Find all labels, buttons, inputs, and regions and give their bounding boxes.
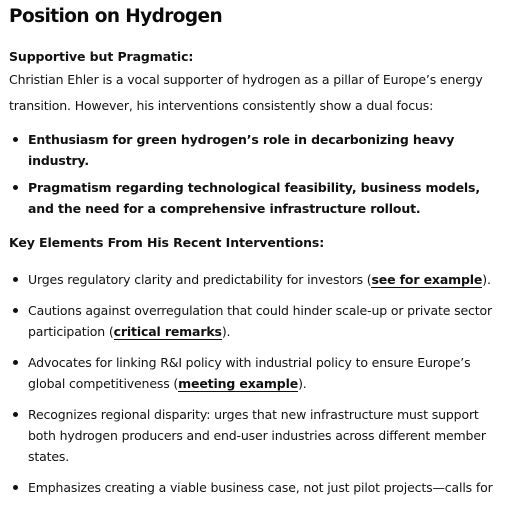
bullet-icon bbox=[13, 485, 18, 490]
intro-heading: Supportive but Pragmatic: bbox=[9, 49, 194, 64]
critical-remarks-link[interactable]: critical remarks bbox=[113, 324, 222, 339]
key-element-item bbox=[9, 300, 505, 342]
focus-list bbox=[9, 129, 505, 219]
item-text-end: ). bbox=[298, 376, 307, 391]
bullet-icon bbox=[13, 308, 18, 313]
focus-item-text: Enthusiasm for green hydrogen’s role in decarbonizing heavy industry. bbox=[28, 132, 455, 168]
item-text: Urges regulatory clarity and predictability for investors ( bbox=[28, 272, 372, 287]
focus-item bbox=[9, 129, 505, 171]
key-elements-heading: Key Elements From His Recent Interventions: bbox=[9, 235, 325, 250]
intro-paragraph: Christian Ehler is a vocal supporter of hydrogen as a pillar of Europe’s energy transition. However, his interventions consistently show a dual focus: bbox=[9, 72, 483, 113]
item-text: Recognizes regional disparity: urges that new infrastructure must support both hydrogen producers and end-user industries across different member states. bbox=[28, 407, 486, 464]
item-text: Emphasizes creating a viable business case, not just pilot projects—calls for bbox=[28, 480, 493, 495]
see-for-example-link[interactable]: see for example bbox=[371, 272, 483, 287]
item-text: Advocates for linking R&I policy with industrial policy to ensure Europe’s global competitiveness ( bbox=[28, 355, 471, 391]
bullet-icon bbox=[13, 137, 18, 142]
item-text: Cautions against overregulation that could hinder scale-up or private sector participation ( bbox=[28, 303, 492, 339]
focus-item-text: Pragmatism regarding technological feasibility, business models, and the need for a comprehensive infrastructure rollout. bbox=[28, 180, 480, 216]
key-element-item bbox=[9, 269, 505, 290]
key-element-item bbox=[9, 477, 505, 498]
item-text-end: ). bbox=[221, 324, 231, 339]
key-element-item bbox=[9, 352, 505, 394]
document-page bbox=[9, 0, 505, 508]
page-title: Position on Hydrogen bbox=[9, 6, 223, 27]
bullet-icon bbox=[13, 185, 18, 190]
bullet-icon bbox=[13, 360, 18, 365]
item-text-end: ). bbox=[482, 272, 491, 287]
meeting-example-link[interactable]: meeting example bbox=[178, 376, 299, 391]
key-element-item bbox=[9, 404, 505, 467]
bullet-icon bbox=[13, 277, 18, 282]
key-elements-list bbox=[9, 269, 505, 498]
focus-item bbox=[9, 177, 505, 219]
